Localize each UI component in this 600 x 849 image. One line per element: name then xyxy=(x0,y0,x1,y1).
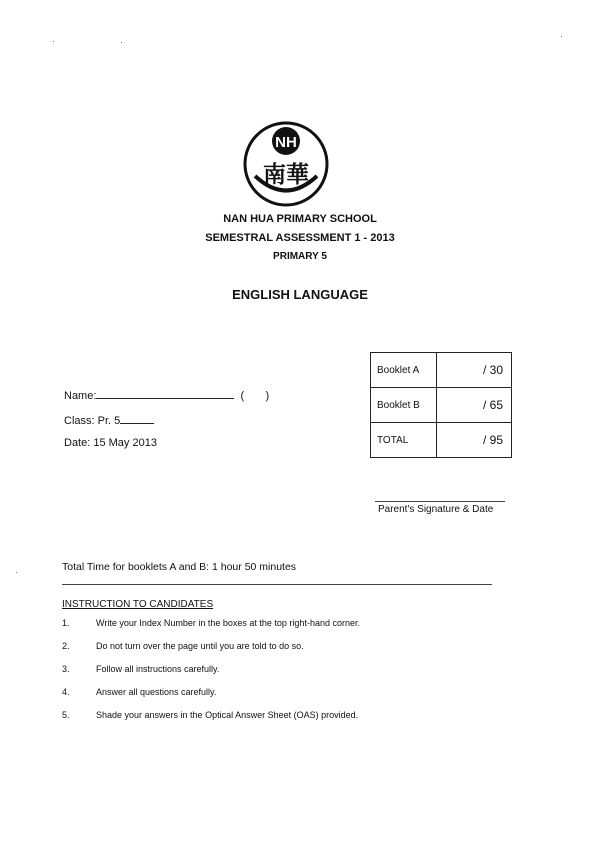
assessment-title: SEMESTRAL ASSESSMENT 1 - 2013 xyxy=(205,232,395,244)
school-logo xyxy=(243,121,329,207)
score-row xyxy=(371,423,512,458)
name-label: Name: xyxy=(64,390,97,402)
class-field xyxy=(64,413,154,427)
total-time: Total Time for booklets A and B: 1 hour 50 minutes xyxy=(62,561,297,573)
score-row xyxy=(371,388,512,423)
score-value[interactable]: / 65 xyxy=(437,388,512,423)
divider xyxy=(62,584,492,585)
scan-speck xyxy=(53,41,54,42)
scan-speck xyxy=(121,42,122,43)
score-label: TOTAL xyxy=(371,423,437,458)
logo-letters: NH xyxy=(275,134,297,151)
class-blank[interactable] xyxy=(120,413,154,424)
school-name: NAN HUA PRIMARY SCHOOL xyxy=(223,213,377,225)
score-value[interactable]: / 95 xyxy=(437,423,512,458)
instruction-text: Do not turn over the page until you are told to do so. xyxy=(96,641,304,651)
instruction-text: Write your Index Number in the boxes at the top right-hand corner. xyxy=(96,618,360,628)
date-field: Date: 15 May 2013 xyxy=(64,437,157,449)
score-row xyxy=(371,353,512,388)
name-field xyxy=(64,388,269,402)
index-number-paren: ( ) xyxy=(240,390,270,402)
instruction-text: Shade your answers in the Optical Answer Sheet (OAS) provided. xyxy=(96,710,359,720)
instruction-number: 2. xyxy=(62,641,70,651)
score-value[interactable]: / 30 xyxy=(437,353,512,388)
signature-line[interactable] xyxy=(375,501,505,502)
logo-chinese-text: 南華 xyxy=(263,162,309,188)
instruction-number: 5. xyxy=(62,710,70,720)
subject-title: ENGLISH LANGUAGE xyxy=(232,287,368,302)
name-blank[interactable] xyxy=(96,388,234,399)
scan-speck xyxy=(561,36,562,37)
instruction-number: 1. xyxy=(62,618,70,628)
instruction-text: Answer all questions carefully. xyxy=(96,687,217,697)
score-label: Booklet A xyxy=(371,353,437,388)
instruction-number: 4. xyxy=(62,687,70,697)
score-table xyxy=(370,352,512,458)
instruction-number: 3. xyxy=(62,664,70,674)
signature-label: Parent's Signature & Date xyxy=(378,504,494,515)
instructions-title: INSTRUCTION TO CANDIDATES xyxy=(62,599,214,610)
score-label: Booklet B xyxy=(371,388,437,423)
class-label: Class: Pr. 5 xyxy=(64,415,121,427)
level-title: PRIMARY 5 xyxy=(273,251,327,262)
instruction-text: Follow all instructions carefully. xyxy=(96,664,220,674)
scan-speck xyxy=(16,572,17,573)
